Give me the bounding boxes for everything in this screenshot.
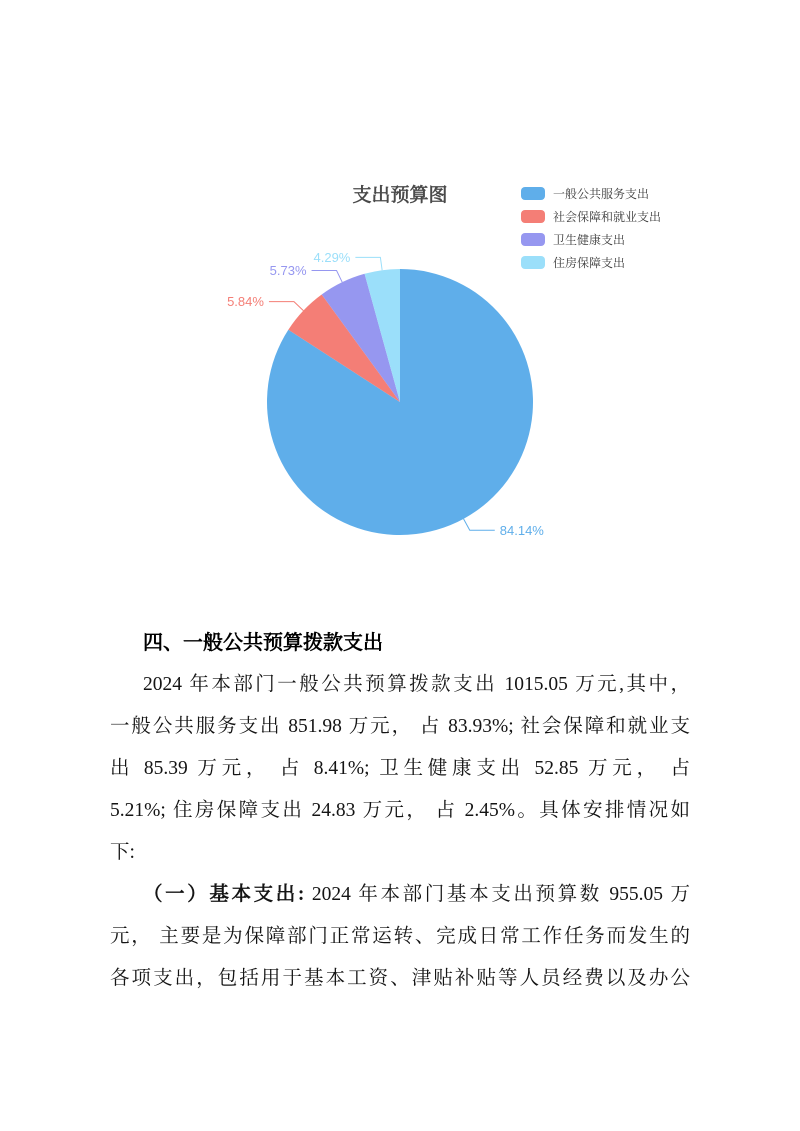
pie-label-line-1 [269, 302, 303, 311]
legend-label: 社会保障和就业支出 [553, 210, 662, 224]
pie-percent-label-1: 5.84% [227, 294, 264, 310]
pie-label-line-0 [464, 519, 495, 530]
pie-label-line-3 [355, 257, 382, 270]
paragraph-lead-rest: 2024 年本部门基本支出预算数 955.05 万 [304, 884, 690, 905]
document-text [110, 622, 690, 1000]
pie-label-line-2 [312, 271, 343, 283]
body-line: 元， 主要是为保障部门正常运转、完成日常工作任务而发生的 [110, 926, 690, 947]
paragraph-lead: （一）基本支出: [143, 884, 305, 905]
pie-percent-label-2: 5.73% [269, 263, 307, 279]
body-line: 5.21%; 住房保障支出 24.83 万元， 占 2.45%。具体安排情况如 [110, 800, 690, 821]
section-heading: 四、一般公共预算拨款支出 [143, 632, 383, 654]
pie-percent-label-3: 4.29% [313, 249, 351, 265]
legend-label: 一般公共服务支出 [553, 187, 650, 201]
body-line: 2024 年本部门一般公共预算拨款支出 1015.05 万元,其中， [143, 674, 690, 695]
chart-title: 支出预算图 [352, 185, 448, 206]
legend-label: 卫生健康支出 [553, 233, 626, 247]
body-line: 一般公共服务支出 851.98 万元， 占 83.93%; 社会保障和就业支 [110, 716, 690, 737]
legend-label: 住房保障支出 [553, 256, 626, 270]
body-line: 出 85.39 万元， 占 8.41%; 卫生健康支出 52.85 万元， 占 [110, 758, 690, 779]
body-line: 下: [110, 842, 135, 863]
pie-percent-label-0: 84.14% [499, 522, 544, 538]
body-line: 各项支出，包括用于基本工资、津贴补贴等人员经费以及办公 [110, 968, 690, 989]
body-line [110, 874, 690, 916]
